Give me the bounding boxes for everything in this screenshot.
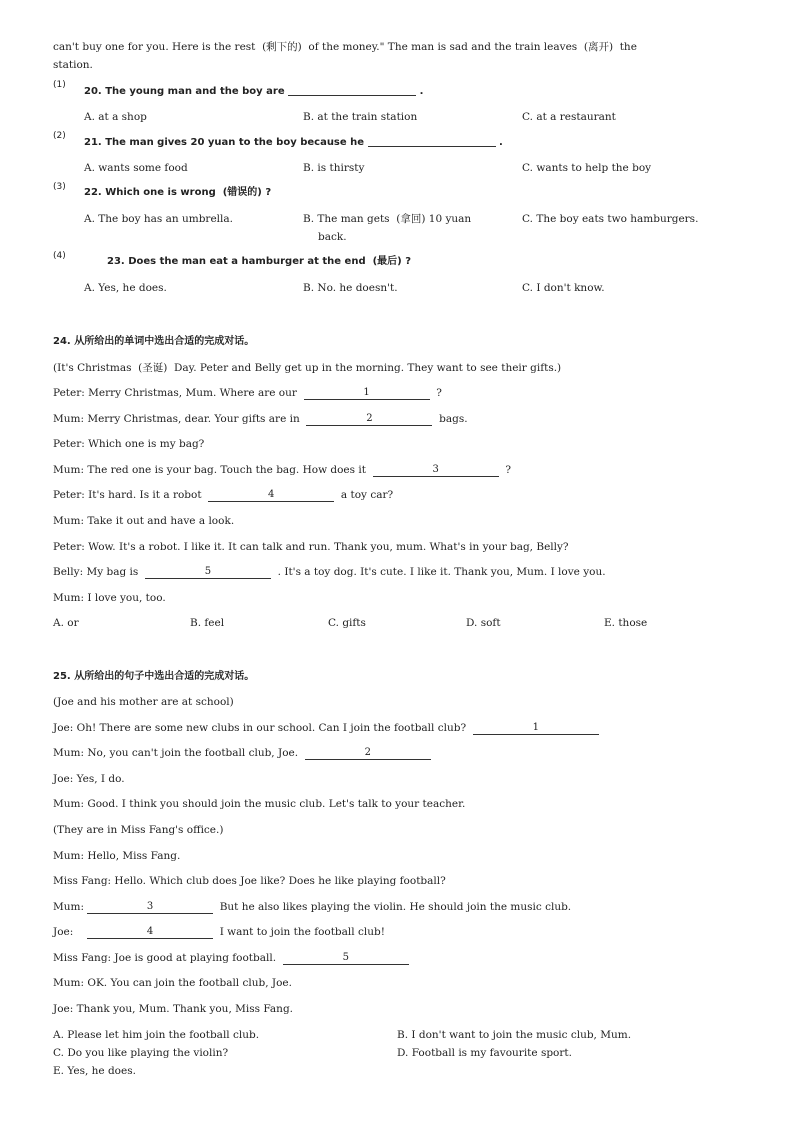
blank-number: 2 xyxy=(366,413,373,424)
dialogue-line: Mum: Take it out and have a look. xyxy=(53,515,235,527)
answer-blank[interactable] xyxy=(288,84,416,96)
line-text: Belly: My bag is xyxy=(53,566,139,578)
dialogue-line: (They are in Miss Fang's office.) xyxy=(53,824,224,836)
dialogue-line xyxy=(53,386,442,400)
answer-blank[interactable] xyxy=(304,388,430,400)
option[interactable]: A. wants some food xyxy=(84,162,188,174)
blank-number: 3 xyxy=(146,901,154,912)
option[interactable]: A. Yes, he does. xyxy=(84,282,167,294)
passage-line: station. xyxy=(53,59,93,71)
dialogue-line: Joe: Yes, I do. xyxy=(53,773,125,785)
line-text: . It's a toy dog. It's cute. I like it. Thank you, Mum. I love you. xyxy=(277,566,606,578)
question-number: (2) xyxy=(53,131,66,141)
line-text: bags. xyxy=(439,413,468,425)
question-end: . xyxy=(419,86,424,97)
word-option[interactable]: D. soft xyxy=(466,617,501,629)
blank-number: 4 xyxy=(268,489,275,500)
section-title: 24. 从所给出的单词中选出合适的完成对话。 xyxy=(53,336,255,347)
line-text: Miss Fang: Joe is good at playing football. xyxy=(53,952,277,964)
dialogue-line xyxy=(53,412,468,426)
question-number: (3) xyxy=(53,182,66,192)
line-text: Peter: Merry Christmas, Mum. Where are our xyxy=(53,387,297,399)
line-text: Peter: It's hard. Is it a robot xyxy=(53,489,202,501)
answer-blank[interactable] xyxy=(283,953,409,965)
blank-number: 3 xyxy=(432,464,439,475)
question-end: . xyxy=(499,137,503,148)
dialogue-intro: (Joe and his mother are at school) xyxy=(53,696,234,708)
line-text: Mum: No, you can't join the football club, Joe. xyxy=(53,747,299,759)
word-option[interactable]: C. gifts xyxy=(328,617,366,629)
blank-number: 1 xyxy=(532,722,539,733)
sentence-option[interactable]: A. Please let him join the football club. xyxy=(53,1029,260,1041)
line-text: Joe: xyxy=(53,926,74,938)
question-stem-text: 21. The man gives 20 yuan to the boy because he xyxy=(84,137,365,148)
option[interactable]: C. I don't know. xyxy=(522,282,605,294)
line-text: a toy car? xyxy=(340,489,394,501)
answer-blank[interactable] xyxy=(373,465,499,477)
question-stem: 23. Does the man eat a hamburger at the end (最后) ? xyxy=(107,256,412,267)
sentence-option[interactable]: E. Yes, he does. xyxy=(53,1065,136,1077)
answer-blank[interactable] xyxy=(87,902,213,914)
option[interactable]: B. The man gets (拿回) 10 yuan xyxy=(303,213,472,225)
dialogue-line xyxy=(53,565,606,579)
word-option[interactable]: A. or xyxy=(53,617,79,629)
answer-blank[interactable] xyxy=(208,490,334,502)
option-continuation: back. xyxy=(318,231,347,243)
blank-number: 2 xyxy=(364,747,371,758)
dialogue-line: Mum: I love you, too. xyxy=(53,592,166,604)
sentence-option[interactable]: D. Football is my favourite sport. xyxy=(397,1047,572,1059)
dialogue-intro: (It's Christmas (圣诞) Day. Peter and Belly get up in the morning. They want to see their gifts.) xyxy=(53,362,562,374)
option[interactable]: B. at the train station xyxy=(303,111,418,123)
dialogue-line: Joe: Thank you, Mum. Thank you, Miss Fang. xyxy=(53,1003,294,1015)
dialogue-line xyxy=(53,925,385,939)
line-text: I want to join the football club! xyxy=(219,926,385,938)
dialogue-line xyxy=(53,463,511,477)
option[interactable]: B. is thirsty xyxy=(303,162,365,174)
answer-blank[interactable] xyxy=(305,748,431,760)
passage-line: can't buy one for you. Here is the rest (剩下的) of the money." The man is sad and the train leaves (离开) the xyxy=(53,41,637,53)
section-title: 25. 从所给出的句子中选出合适的完成对话。 xyxy=(53,671,255,682)
dialogue-line: Mum: Good. I think you should join the music club. Let's talk to your teacher. xyxy=(53,798,466,810)
dialogue-line xyxy=(53,746,431,760)
sentence-option[interactable]: C. Do you like playing the violin? xyxy=(53,1047,229,1059)
line-text: ? xyxy=(436,387,442,399)
dialogue-line xyxy=(53,900,571,914)
question-stem xyxy=(84,84,423,99)
dialogue-line: Mum: Hello, Miss Fang. xyxy=(53,850,181,862)
answer-blank[interactable] xyxy=(306,414,432,426)
line-text: But he also likes playing the violin. He should join the music club. xyxy=(219,901,572,913)
line-text: ? xyxy=(505,464,511,476)
line-text: Mum: Merry Christmas, dear. Your gifts are in xyxy=(53,413,300,425)
sentence-option[interactable]: B. I don't want to join the music club, Mum. xyxy=(397,1029,632,1041)
option[interactable]: C. at a restaurant xyxy=(522,111,616,123)
line-text: Mum: The red one is your bag. Touch the bag. How does it xyxy=(53,464,366,476)
question-stem xyxy=(84,135,503,150)
dialogue-line xyxy=(53,951,409,965)
dialogue-line: Peter: Which one is my bag? xyxy=(53,438,205,450)
word-option[interactable]: E. those xyxy=(604,617,648,629)
dialogue-line xyxy=(53,488,393,502)
blank-number: 4 xyxy=(146,926,154,937)
blank-number: 5 xyxy=(342,952,349,963)
option[interactable]: A. The boy has an umbrella. xyxy=(84,213,233,225)
answer-blank[interactable] xyxy=(473,723,599,735)
blank-number: 1 xyxy=(363,387,370,398)
answer-blank[interactable] xyxy=(368,135,496,147)
question-stem: 22. Which one is wrong (错误的) ? xyxy=(84,187,272,198)
option[interactable]: C. wants to help the boy xyxy=(522,162,652,174)
option[interactable]: A. at a shop xyxy=(84,111,147,123)
word-option[interactable]: B. feel xyxy=(190,617,225,629)
answer-blank[interactable] xyxy=(145,567,271,579)
dialogue-line: Mum: OK. You can join the football club, Joe. xyxy=(53,977,292,989)
line-text: Joe: Oh! There are some new clubs in our school. Can I join the football club? xyxy=(53,722,467,734)
option[interactable]: C. The boy eats two hamburgers. xyxy=(522,213,699,225)
dialogue-line: Peter: Wow. It's a robot. I like it. It can talk and run. Thank you, mum. What's in your bag, Belly? xyxy=(53,541,569,553)
question-stem-text: 20. The young man and the boy are xyxy=(84,86,285,97)
question-number: (1) xyxy=(53,80,66,90)
line-text: Mum: xyxy=(53,901,85,913)
blank-number: 5 xyxy=(204,566,212,577)
option[interactable]: B. No. he doesn't. xyxy=(303,282,398,294)
question-number: (4) xyxy=(53,251,66,261)
dialogue-line xyxy=(53,721,599,735)
answer-blank[interactable] xyxy=(87,927,213,939)
dialogue-line: Miss Fang: Hello. Which club does Joe like? Does he like playing football? xyxy=(53,875,446,887)
